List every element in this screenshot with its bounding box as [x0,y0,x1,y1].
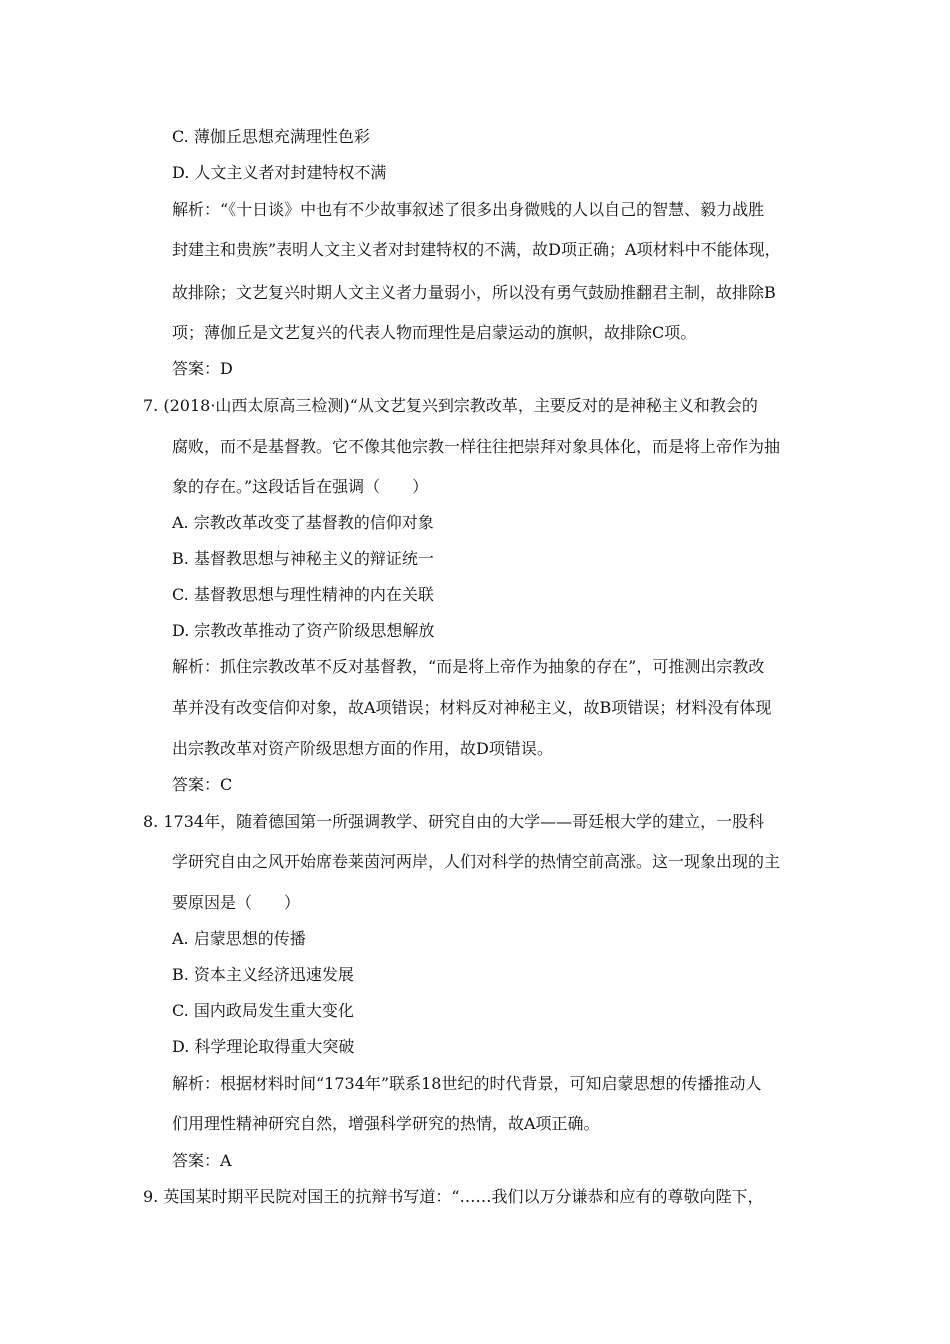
q7-option-b: B. 基督教思想与神秘主义的辩证统一 [172,549,434,568]
q6-analysis-line: 故排除；文艺复兴时期人文主义者力量弱小，所以没有勇气鼓励推翻君主制，故排除B [172,283,776,302]
q6-analysis-line: 解析：“《十日谈》中也有不少故事叙述了很多出身微贱的人以自己的智慧、毅力战胜 [172,200,765,219]
q8-stem-line: 要原因是（ ） [172,893,301,912]
q7-option-d: D. 宗教改革推动了资产阶级思想解放 [172,621,435,640]
q6-analysis-line: 封建主和贵族”表明人文主义者对封建特权的不满，故D项正确；A项材料中不能体现， [172,240,781,259]
q7-analysis-line: 革并没有改变信仰对象，故A项错误；材料反对神秘主义，故B项错误；材料没有体现 [172,698,772,717]
q7-stem-line: 腐败，而不是基督教。它不像其他宗教一样往往把崇拜对象具体化，而是将上帝作为抽 [172,437,781,456]
q8-analysis-line: 们用理性精神研究自然，增强科学研究的热情，故A项正确。 [172,1114,600,1133]
q7-answer: 答案：C [172,775,233,794]
q7-analysis-line: 出宗教改革对资产阶级思想方面的作用，故D项错误。 [172,739,553,758]
q6-analysis-line: 项；薄伽丘是文艺复兴的代表人物而理性是启蒙运动的旗帜，故排除C项。 [172,323,697,342]
q8-analysis-line: 解析：根据材料时间“1734年”联系18世纪的时代背景，可知启蒙思想的传播推动人 [172,1074,762,1093]
q9-stem-line: 9. 英国某时期平民院对国王的抗辩书写道：“……我们以万分谦恭和应有的尊敬向陛下， [143,1187,764,1206]
q7-stem-line: 7. (2018·山西太原高三检测)“从文艺复兴到宗教改革，主要反对的是神秘主义和教会的 [143,396,758,415]
q8-stem-line: 8. 1734年，随着德国第一所强调教学、研究自由的大学——哥廷根大学的建立，一股科 [143,812,765,831]
q8-option-a: A. 启蒙思想的传播 [172,929,306,948]
q8-answer: 答案：A [172,1151,232,1170]
q8-option-b: B. 资本主义经济迅速发展 [172,965,354,984]
q7-option-a: A. 宗教改革改变了基督教的信仰对象 [172,513,434,532]
q7-stem-line: 象的存在。”这段话旨在强调（ ） [172,477,429,496]
q7-option-c: C. 基督教思想与理性精神的内在关联 [172,585,434,604]
q8-stem-line: 学研究自由之风开始席卷莱茵河两岸，人们对科学的热情空前高涨。这一现象出现的主 [172,852,781,871]
q8-option-c: C. 国内政局发生重大变化 [172,1001,354,1020]
q8-option-d: D. 科学理论取得重大突破 [172,1037,355,1056]
q6-option-d: D. 人文主义者对封建特权不满 [172,163,387,182]
q6-option-c: C. 薄伽丘思想充满理性色彩 [172,127,370,146]
q6-answer: 答案：D [172,359,233,378]
q7-analysis-line: 解析：抓住宗教改革不反对基督教，“而是将上帝作为抽象的存在”，可推测出宗教改 [172,657,765,676]
